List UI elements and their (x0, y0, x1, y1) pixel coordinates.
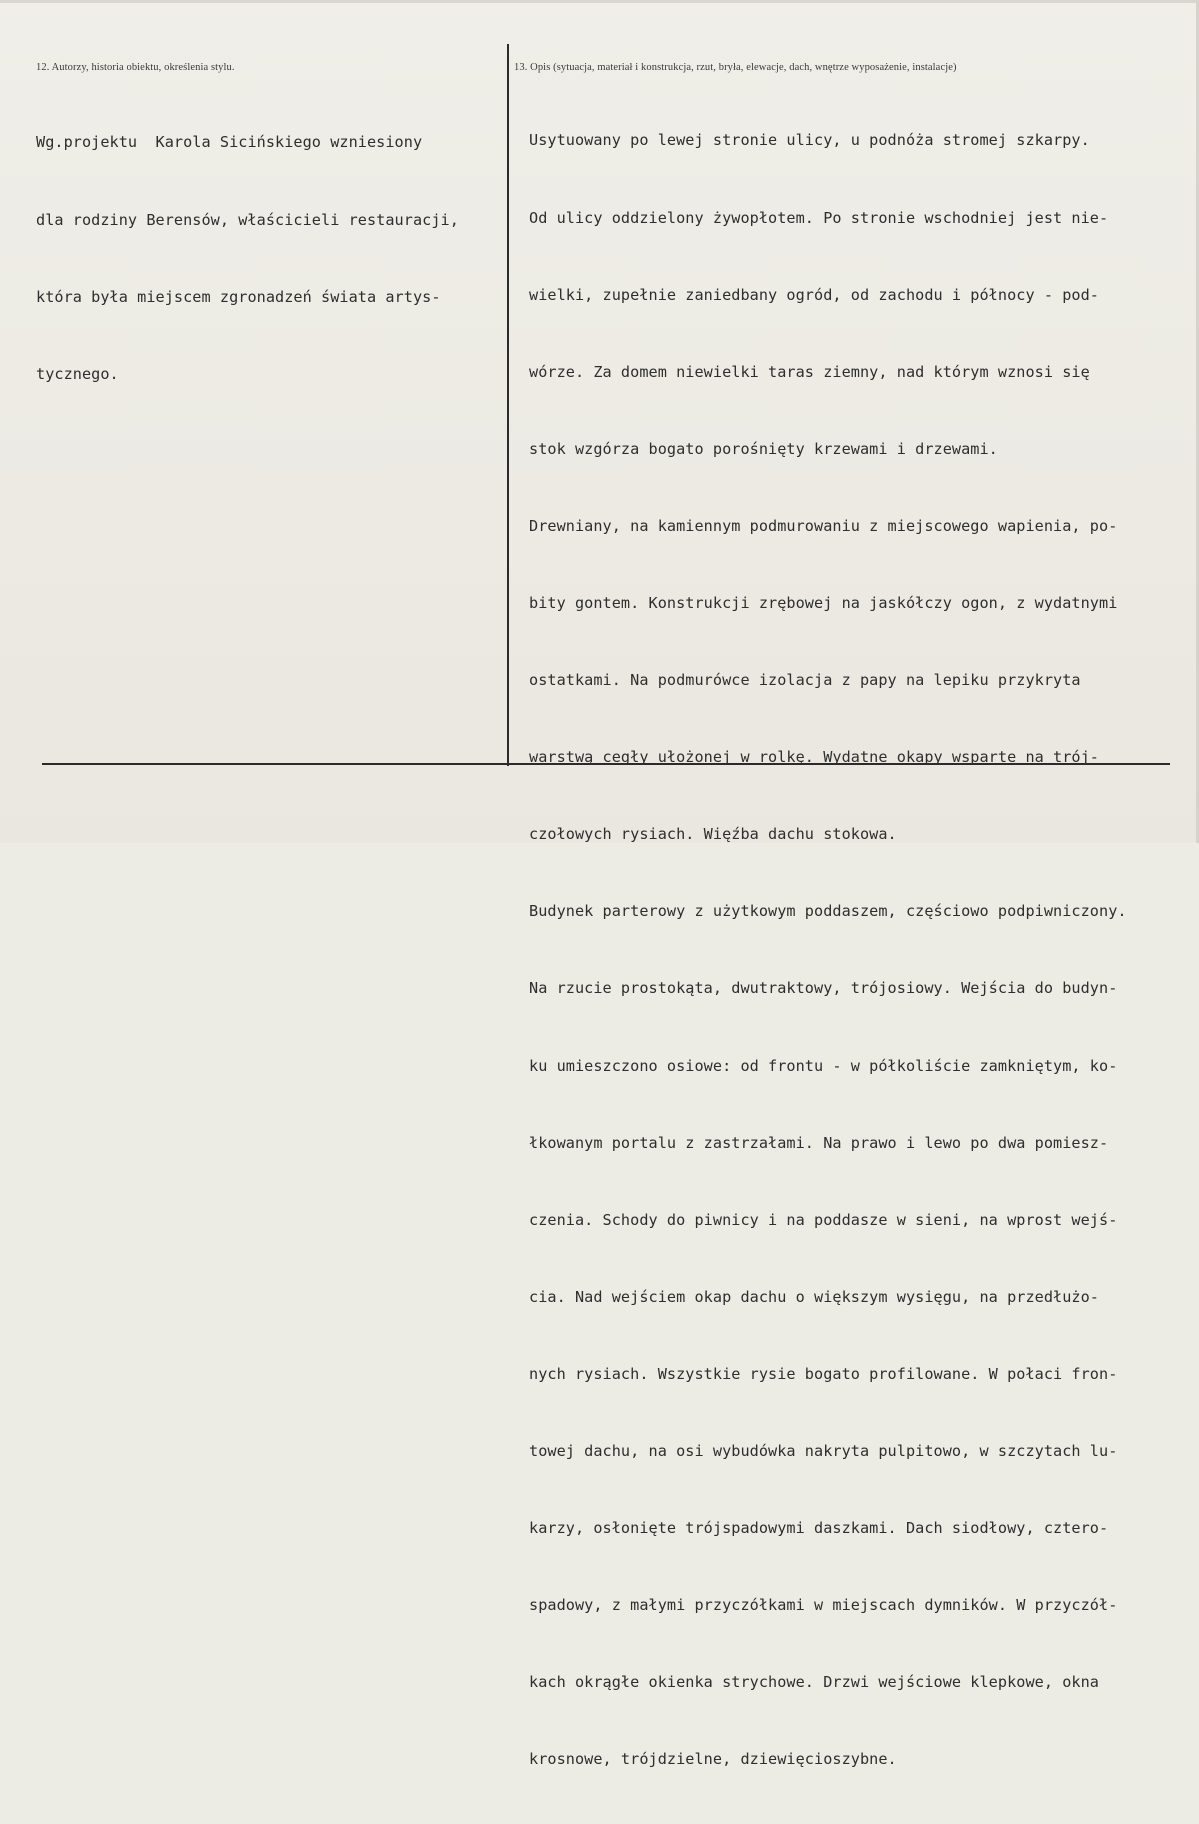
text-line: Drewniany, na kamiennym podmurowaniu z miejscowego wapienia, po- (529, 516, 1118, 535)
text-line: ku umieszczono osiowe: od frontu - w półkoliście zamkniętym, ko- (529, 1056, 1118, 1075)
section-13-text (529, 77, 1127, 1824)
text-line: stok wzgórza bogato porośnięty krzewami i drzewami. (529, 439, 998, 458)
text-line: Budynek parterowy z użytkowym poddaszem, częściowo podpiwniczony. (529, 902, 1127, 921)
text-line: spadowy, z małymi przyczółkami w miejscach dymników. W przyczół- (529, 1596, 1118, 1615)
text-line: wielki, zupełnie zaniedbany ogród, od zachodu i północy - pod- (529, 285, 1100, 304)
text-line: Usytuowany po lewej stronie ulicy, u podnóża stromej szkarpy. (529, 131, 1090, 150)
text-line: łkowanym portalu z zastrzałami. Na prawo i lewo po dwa pomiesz- (529, 1133, 1109, 1152)
text-line: bity gontem. Konstrukcji zrębowej na jaskółczy ogon, z wydatnymi (529, 593, 1118, 612)
text-line: warstwą cegły ułożonej w rolkę. Wydatne okapy wsparte na trój- (529, 748, 1100, 767)
text-line: cia. Nad wejściem okap dachu o większym wysięgu, na przedłużo- (529, 1287, 1100, 1306)
text-line: krosnowe, trójdzielne, dziewięcioszybne. (529, 1750, 897, 1769)
card-top-edge (0, 0, 1199, 3)
text-line: karzy, osłonięte trójspadowymi daszkami. Dach siodłowy, cztero- (529, 1519, 1109, 1538)
text-line: czenia. Schody do piwnicy i na poddasze w sieni, na wprost wejś- (529, 1210, 1118, 1229)
column-divider (507, 44, 509, 766)
text-line: Na rzucie prostokąta, dwutraktowy, trójosiowy. Wejścia do budyn- (529, 979, 1118, 998)
text-line: dla rodziny Berensów, właścicieli restauracji, (36, 210, 459, 229)
section-12-text (36, 79, 459, 439)
text-line: która była miejscem zgronadzeń świata artys- (36, 287, 441, 306)
text-line: nych rysiach. Wszystkie rysie bogato profilowane. W połaci fron- (529, 1364, 1118, 1383)
section-12-header: 12. Autorzy, historia obiektu, określenia stylu. (36, 62, 235, 73)
text-line: Wg.projektu Karola Sicińskiego wzniesiony (36, 133, 423, 152)
text-line: ostatkami. Na podmurówce izolacja z papy na lepiku przykryta (529, 671, 1081, 690)
section-13-header: 13. Opis (sytuacja, materiał i konstrukcja, rzut, bryła, elewacje, dach, wnętrze wyposażenie, instalacje) (514, 62, 957, 73)
text-line: towej dachu, na osi wybudówka nakryta pulpitowo, w szczytach lu- (529, 1442, 1118, 1460)
text-line: tycznego. (36, 364, 119, 383)
text-line: wórze. Za domem niewielki taras ziemny, nad którym wznosi się (529, 362, 1090, 381)
text-line: kach okrągłe okienka strychowe. Drzwi wejściowe klepkowe, okna (529, 1673, 1100, 1692)
text-line: Od ulicy oddzielony żywopłotem. Po stronie wschodniej jest nie- (529, 208, 1109, 227)
text-line: czołowych rysiach. Więźba dachu stokowa. (529, 825, 897, 844)
